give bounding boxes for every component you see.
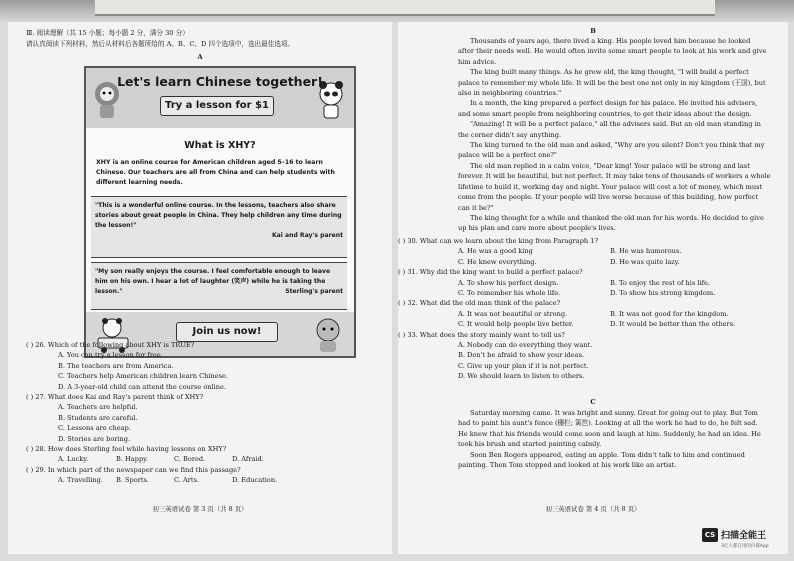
scanner-slogan: 3亿人都在用的扫描App [721,544,769,549]
option: D. Afraid. [232,455,264,464]
camscanner-logo-icon: CS [702,528,718,542]
option: C. Give up your plan if it is not perfect. [458,361,589,370]
option: D. It would be better than the others. [610,320,736,329]
passage-line: In a month, the king prepared a perfect design for his palace. He invited his advisers, [470,99,758,108]
option: A. He was a good king [458,247,533,256]
passage-line: The king built many things. As he grew old, the king thought, "I will build a perfect [470,68,749,77]
option: A. Lucky. [58,455,89,464]
option: C. It would help people live better. [458,320,574,329]
scanner-watermark [702,526,792,556]
options-row [26,475,386,485]
ad-intro: XHY is an online course for American children aged 5–16 to learn Chinese. Our teachers are all from China and can help students with different learning needs. [96,159,335,186]
option: B. Happy. [116,455,149,464]
passage-line: The old man replied in a calm voice, "Dear king! Your palace will be strong and last [470,161,750,170]
option: B. It was not good for the kingdom. [610,309,729,318]
question-stem: ( ) 33. What does the story mainly want to tell us? [398,330,565,339]
ad-heading: What is XHY? [184,140,256,151]
passage-line: lifetime to build it, working day and night. Your palace will cost a lot of money, which must [458,182,763,191]
page-4 [398,22,788,554]
option: C. Bored. [174,455,206,464]
option: B. The teachers are from America. [58,361,174,370]
option: B. Students are careful. [58,413,138,422]
passage-line: up his plan and care more about people's lives. [458,224,616,233]
option: C. To remember his whole life. [458,289,561,298]
passage-b [458,36,782,234]
option: A. To show his perfect design. [458,278,559,287]
option: B. He was humorous. [610,247,682,256]
passage-line: the corner didn't say anything. [458,130,562,139]
passage-line: Thousands of years ago, there lived a king. His people loved him because he looked [470,37,751,45]
option: D. He was quite lazy. [610,257,680,266]
option: C. He knew everything. [458,257,537,266]
question-stem: ( ) 29. In which part of the newspaper can we find this passage? [26,465,241,474]
passage-line: come from the people. If your people will live worse because of this building, how perfect [458,193,759,202]
passage-line: had to paint his aunt's fence (栅栏; 篱笆). Looking at all the work he had to do, he felt sad. [458,419,758,428]
question-stem: ( ) 30. What can we learn about the king from Paragraph 1? [398,237,599,245]
question-stem: ( ) 28. How does Sterling feel while having lessons on XHY? [26,445,227,454]
part-a-label: A [197,53,203,61]
question-stem: ( ) 31. Why did the king want to build a perfect palace? [398,268,583,277]
page-3 [8,22,392,554]
instruction: 请认真阅读下列材料，然后从材料后各题所给的 A、B、C、D 四个选项中，选出最佳选项。 [26,40,295,48]
part-b-label: B [590,27,596,35]
options-row [458,257,782,267]
option: C. Teachers help American children learn Chinese. [58,372,229,381]
part-c-label: C [590,398,596,406]
option: A. Travelling. [58,476,103,485]
option: A. Teachers are helpful. [58,403,138,412]
passage-line: also in neighboring countries." [458,89,562,98]
option: A. Nobody can do everything they want. [458,341,593,350]
scanner-name: 扫描全能王 [721,531,767,541]
quote-signature: Kai and Ray's parent [271,232,343,239]
passage-line: palace will be a perfect one?" [458,151,557,160]
option: D. Education. [232,476,278,485]
try-lesson-button: Try a lesson for $1 [160,96,274,116]
join-us-button: Join us now! [176,322,278,342]
passage-c [458,408,782,470]
option: C. Arts. [174,476,200,485]
course-advert [84,66,356,358]
options-row [26,454,386,464]
option: A. It was not beautiful or strong. [458,309,568,318]
option: A. You can try a lesson for free. [58,351,163,360]
passage-line: "Amazing! It will be a perfect palace," all the advisers said. But an old man standing in [470,120,761,129]
page-footer: 初三英语试卷 第 3 页（共 8 页） [152,505,248,513]
question-stem: ( ) 27. What does Kai and Ray's parent think of XHY? [26,393,204,402]
options-row [458,278,782,288]
option: D. We should learn to listen to others. [458,372,585,381]
passage-line: forever. It will be beautiful, but not perfect. It may take tens of thousands of workers a whole [458,172,771,181]
questions-30-33 [398,236,782,382]
passage-line: palace to remember my whole life. It will be the best one not only in my kingdom (王国), but [458,78,766,87]
question-stem: ( ) 26. Which of the following about XHY is TRUE? [26,341,195,349]
option: D. To show his strong kingdom. [610,289,716,298]
quote-sterling: "My son really enjoys the course. I feel comfortable enough to leave him on his own. I hear a lot of laughter (笑声) while he is taking the lesson." Sterling's parent [91,262,347,310]
option: B. To enjoy the rest of his life. [610,278,711,287]
passage-line: and some smart people from neighboring countries, to get their ideas about the design. [458,109,752,118]
option: C. Lessons are cheap. [58,424,131,433]
option: B. Sports. [116,476,150,485]
quote-kai-ray: "This is a wonderful online course. In the lessons, teachers also share stories about great people in China. They help children any time during the lesson!" Kai and Ray's parent [91,196,347,258]
passage-line: painting. Then Tom stopped and looked at his work like an artist. [458,461,677,470]
passage-line: Soon Ben Rogers appeared, eating an apple. Tom didn't talk to him and continued [470,450,745,459]
ad-title: Let's learn Chinese together! [117,74,323,89]
options-row [458,246,782,256]
passage-line: The king turned to the old man and asked, "Why are you silent? Don't you think that my [470,141,765,150]
options-row [458,288,782,298]
options-row [458,309,782,319]
passage-line: He knew that his friends would come soon and laugh at him. Suddenly, he had an idea. He [458,429,761,438]
passage-line: can it be?" [458,203,494,212]
passage-line: The king thought for a while and thanked the old man for his words. He decided to give [470,213,764,222]
paper-edge [95,0,715,16]
questions-26-29 [26,340,386,486]
passage-line: him advice. [458,57,497,66]
option: D. Stories are boring. [58,434,131,443]
quote-signature: Sterling's parent [285,288,343,295]
section-title: Ⅲ. 阅读理解（共 15 小题；每小题 2 分，满分 30 分） [26,29,189,37]
options-row [458,319,782,329]
passage-line: Saturday morning came. It was bright and sunny. Great for going out to play. But Tom [470,409,758,417]
option: D. A 3-year-old child can attend the course online. [58,382,227,391]
question-stem: ( ) 32. What did the old man think of the palace? [398,299,561,308]
scan-top-edge [0,0,794,22]
page-footer: 初三英语试卷 第 4 页（共 8 页） [545,505,641,513]
option: B. Don't be afraid to show your ideas. [458,351,585,360]
passage-line: took his brush and started painting calmly. [458,440,602,449]
passage-line: after their needs well. He would often invite some smart people to look at his work and give [458,47,767,56]
